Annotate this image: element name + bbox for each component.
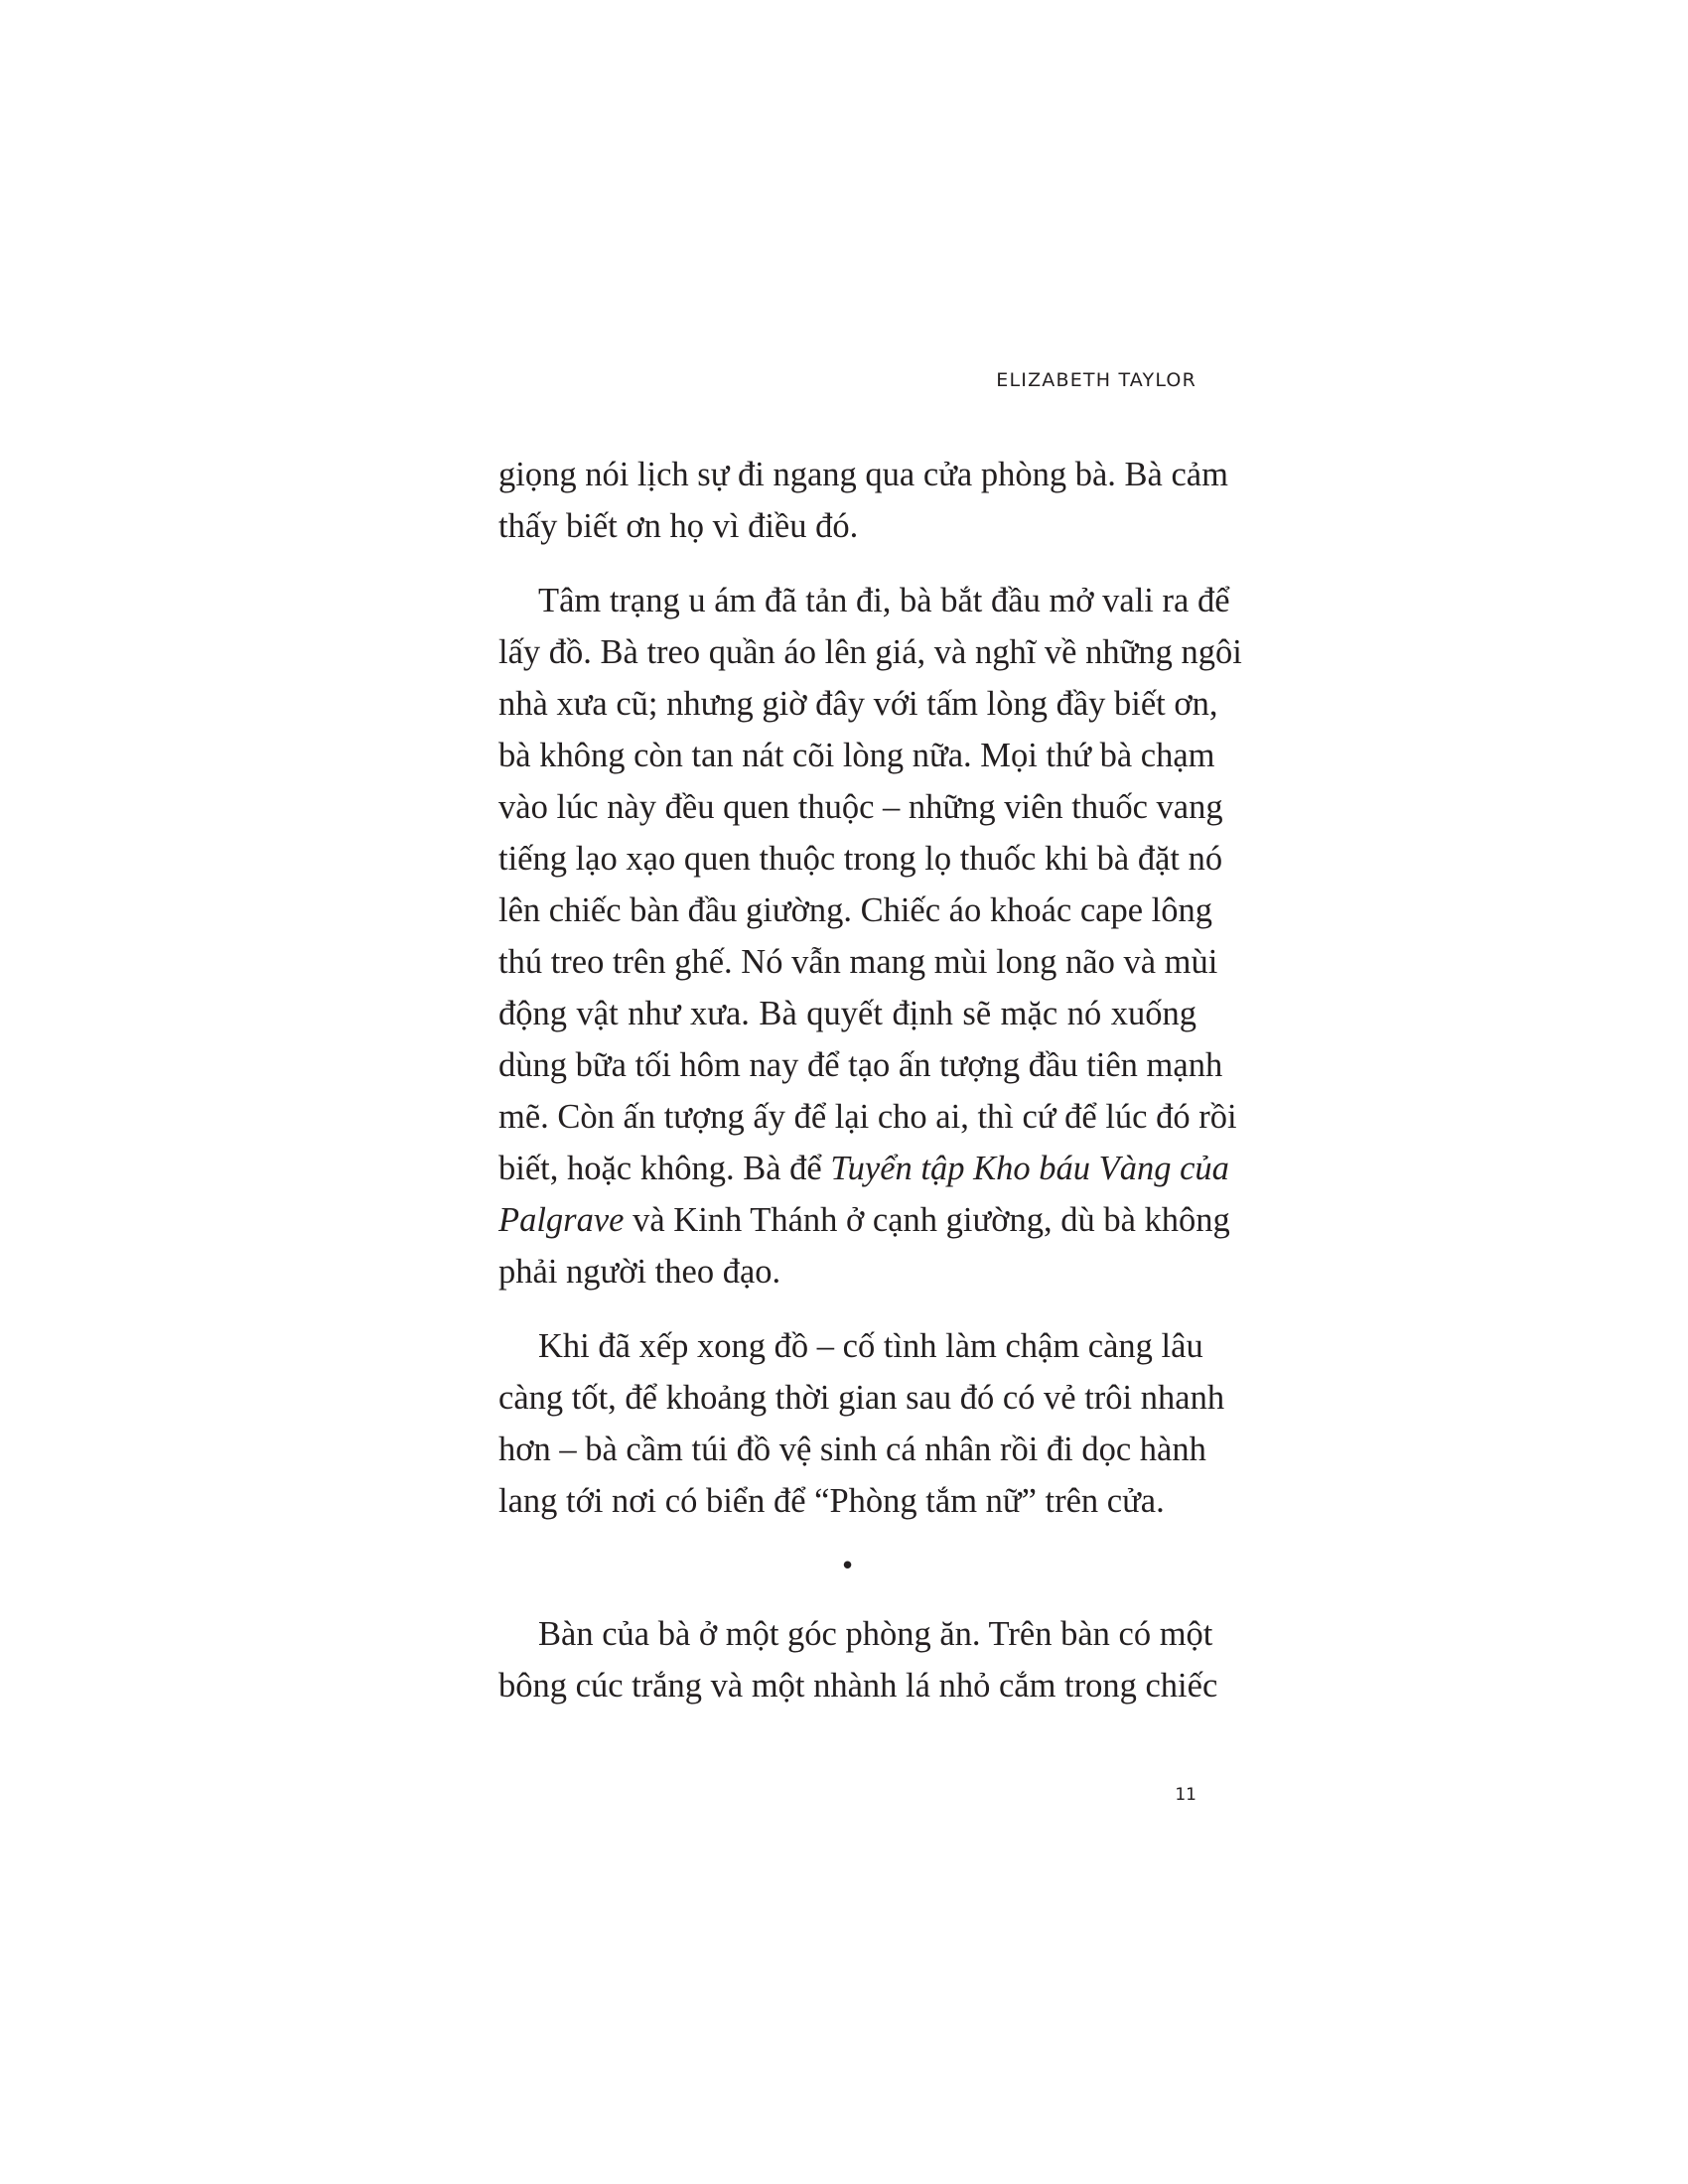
running-head: ELIZABETH TAYLOR xyxy=(996,369,1196,391)
text-line: hơn – bà cầm túi đồ vệ sinh cá nhân rồi đi dọc hành xyxy=(498,1431,1206,1468)
text-run: và Kinh Thánh ở cạnh giường, dù bà không xyxy=(624,1201,1230,1239)
text-line: lấy đồ. Bà treo quần áo lên giá, và nghĩ về những ngôi xyxy=(498,633,1242,671)
text-run: biết, hoặc không. Bà để xyxy=(498,1150,831,1187)
text-line: thấy biết ơn họ vì điều đó. xyxy=(498,507,859,545)
text-line: lên chiếc bàn đầu giường. Chiếc áo khoác cape lông xyxy=(498,891,1213,929)
text-line: bà không còn tan nát cõi lòng nữa. Mọi thứ bà chạm xyxy=(498,737,1215,774)
text-line: Tâm trạng u ám đã tản đi, bà bắt đầu mở vali ra để xyxy=(538,582,1230,619)
text-line xyxy=(498,1143,1229,1194)
paragraph-3 xyxy=(498,1320,1225,1527)
text-line: động vật như xưa. Bà quyết định sẽ mặc nó xuống xyxy=(498,995,1196,1032)
section-separator-bullet: • xyxy=(839,1552,856,1581)
text-line: càng tốt, để khoảng thời gian sau đó có vẻ trôi nhanh xyxy=(498,1379,1225,1417)
text-line: tiếng lạo xạo quen thuộc trong lọ thuốc khi bà đặt nó xyxy=(498,840,1223,878)
text-line: mẽ. Còn ấn tượng ấy để lại cho ai, thì cứ để lúc đó rồi xyxy=(498,1098,1237,1136)
page-number: 11 xyxy=(1175,1785,1196,1805)
text-line: bông cúc trắng và một nhành lá nhỏ cắm trong chiếc xyxy=(498,1667,1218,1705)
text-line: Bàn của bà ở một góc phòng ăn. Trên bàn có một xyxy=(538,1615,1213,1653)
book-title-italic: Palgrave xyxy=(498,1201,625,1239)
body-text xyxy=(498,449,1242,1711)
text-line: Khi đã xếp xong đồ – cố tình làm chậm càng lâu xyxy=(538,1327,1203,1365)
text-line xyxy=(498,1194,1230,1246)
book-title-italic: Tuyển tập Kho báu Vàng của xyxy=(830,1150,1229,1187)
text-line: nhà xưa cũ; nhưng giờ đây với tấm lòng đầy biết ơn, xyxy=(498,685,1218,723)
text-line: lang tới nơi có biển để “Phòng tắm nữ” trên cửa. xyxy=(498,1482,1165,1520)
text-line: vào lúc này đều quen thuộc – những viên thuốc vang xyxy=(498,788,1223,826)
text-line: dùng bữa tối hôm nay để tạo ấn tượng đầu tiên mạnh xyxy=(498,1046,1223,1084)
text-line: thú treo trên ghế. Nó vẫn mang mùi long não và mùi xyxy=(498,943,1218,981)
paragraph-1 xyxy=(498,449,1228,552)
text-line: phải người theo đạo. xyxy=(498,1253,781,1291)
paragraph-2 xyxy=(498,575,1242,1297)
paragraph-4 xyxy=(498,1608,1218,1711)
text-line: giọng nói lịch sự đi ngang qua cửa phòng bà. Bà cảm xyxy=(498,456,1228,493)
